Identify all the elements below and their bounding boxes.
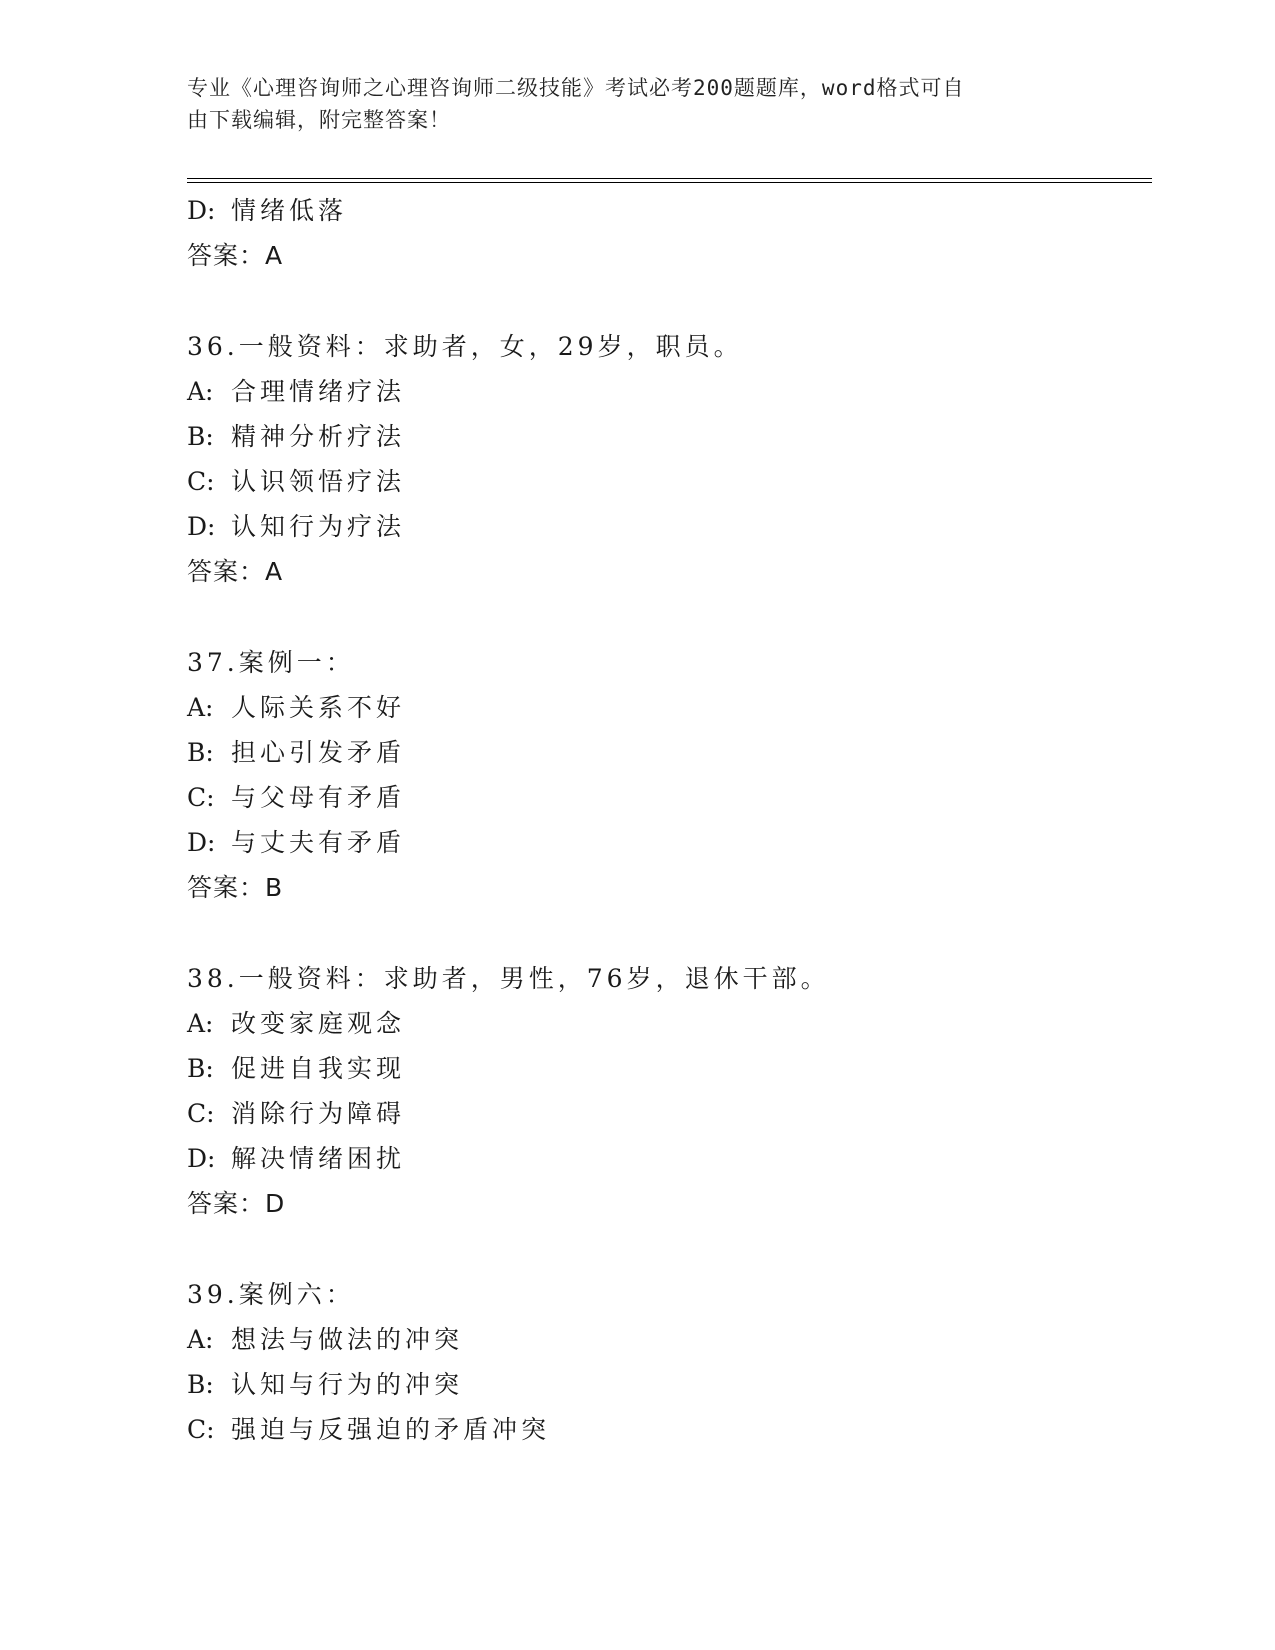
spacer (187, 278, 1147, 324)
option-text: 担心引发矛盾 (231, 738, 406, 767)
option-text: 解决情绪困扰 (231, 1144, 406, 1173)
option-text: 消除行为障碍 (231, 1099, 406, 1128)
page-header (187, 72, 1087, 136)
option-text: 人际关系不好 (231, 693, 406, 722)
option-d (187, 504, 1147, 549)
answer-value: D (265, 1189, 286, 1218)
answer-label: 答案： (187, 1189, 266, 1218)
option-text: 认知与行为的冲突 (231, 1370, 464, 1399)
answer-line (187, 1181, 1147, 1226)
option-text: 与父母有矛盾 (231, 783, 406, 812)
option-letter: D: (187, 828, 216, 857)
option-letter: D: (187, 196, 216, 225)
option-b (187, 730, 1147, 775)
question-stem: 36.一般资料：求助者，女，29岁，职员。 (187, 332, 743, 361)
option-letter: C: (187, 783, 215, 812)
option-b (187, 1046, 1147, 1091)
answer-label: 答案： (187, 557, 266, 586)
option-text: 改变家庭观念 (231, 1009, 406, 1038)
answer-value: A (265, 241, 284, 270)
option-text: 强迫与反强迫的矛盾冲突 (231, 1415, 551, 1444)
option-a (187, 369, 1147, 414)
option-a (187, 685, 1147, 730)
option-a (187, 1001, 1147, 1046)
header-line-2: 由下载编辑，附完整答案！ (187, 108, 451, 132)
option-text: 精神分析疗法 (231, 422, 406, 451)
option-letter: C: (187, 467, 215, 496)
option-b (187, 414, 1147, 459)
option-letter: A: (187, 1009, 214, 1038)
option-letter: B: (187, 422, 214, 451)
option-text: 想法与做法的冲突 (231, 1325, 464, 1354)
option-d (187, 188, 1147, 233)
option-letter: C: (187, 1415, 215, 1444)
option-letter: D: (187, 1144, 216, 1173)
question-stem: 39.案例六： (187, 1280, 355, 1309)
answer-value: A (265, 557, 284, 586)
option-letter: B: (187, 1054, 214, 1083)
header-rule-bottom (187, 182, 1152, 183)
spacer (187, 594, 1147, 640)
option-text: 合理情绪疗法 (231, 377, 406, 406)
option-text: 促进自我实现 (231, 1054, 406, 1083)
header-line-1: 专业《心理咨询师之心理咨询师二级技能》考试必考200题题库，word格式可自 (187, 76, 965, 100)
answer-label: 答案： (187, 873, 266, 902)
option-letter: C: (187, 1099, 215, 1128)
answer-line (187, 233, 1147, 278)
option-letter: A: (187, 693, 214, 722)
question-37 (187, 640, 1147, 910)
header-rule-top (187, 178, 1152, 179)
option-c (187, 459, 1147, 504)
answer-value: B (265, 873, 284, 902)
option-letter: D: (187, 512, 216, 541)
option-c (187, 1091, 1147, 1136)
option-text: 情绪低落 (231, 196, 348, 225)
option-letter: B: (187, 738, 214, 767)
question-36 (187, 324, 1147, 594)
option-c (187, 1407, 1147, 1452)
option-letter: A: (187, 377, 214, 406)
option-a (187, 1317, 1147, 1362)
question-list (187, 188, 1147, 1452)
answer-line (187, 549, 1147, 594)
question-39 (187, 1272, 1147, 1452)
answer-label: 答案： (187, 241, 266, 270)
question-stem: 37.案例一： (187, 648, 355, 677)
option-text: 认识领悟疗法 (231, 467, 406, 496)
option-d (187, 820, 1147, 865)
option-text: 认知行为疗法 (231, 512, 406, 541)
option-d (187, 1136, 1147, 1181)
spacer (187, 1226, 1147, 1272)
option-c (187, 775, 1147, 820)
answer-line (187, 865, 1147, 910)
spacer (187, 910, 1147, 956)
option-b (187, 1362, 1147, 1407)
option-letter: A: (187, 1325, 214, 1354)
question-stem: 38.一般资料：求助者，男性，76岁，退休干部。 (187, 964, 830, 993)
option-letter: B: (187, 1370, 214, 1399)
question-38 (187, 956, 1147, 1226)
option-text: 与丈夫有矛盾 (231, 828, 406, 857)
